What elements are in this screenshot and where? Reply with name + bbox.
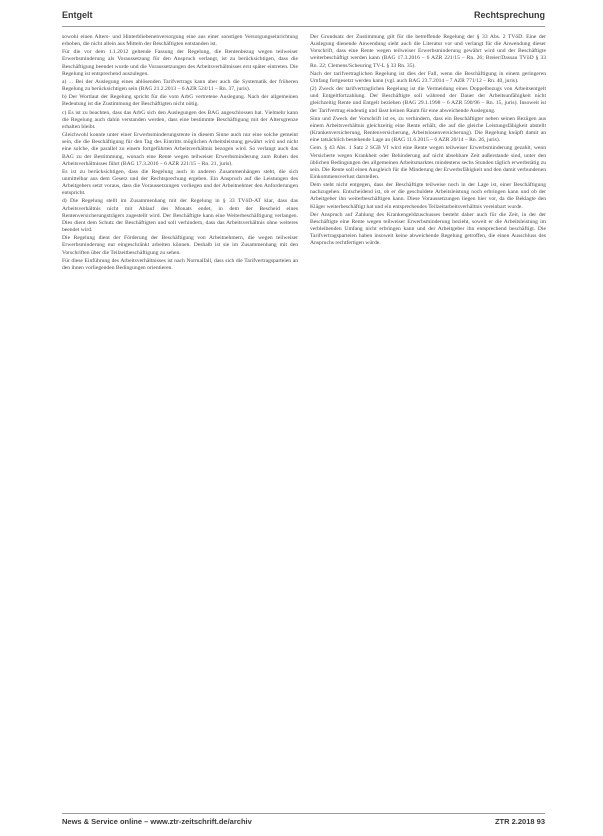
footer-issue-page: ZTR 2.2018 93	[494, 817, 545, 826]
page-footer	[62, 816, 545, 828]
paragraph: b) Der Wortlaut der Regelung spricht für die vom ArbG vertretene Auslegung. Nach der allgemeinen Bedeutung ist die Zustimmung der Beschäftigten nicht nötig.	[62, 94, 298, 108]
paragraph: Dem steht nicht entgegen, dass der Beschäftigte teilweise noch in der Lage ist, einer Beschäftigung nachzugehen. Entscheidend ist, ob er die geschuldete Arbeitsleistung noch erbringen kann und ob der Arbeitgeber ihn weiterbeschäftigen kann. Diese Voraussetzungen liegen hier vor, da die Beklagte den Kläger weiterbeschäftigt hat und ein entsprechendes Teilzeitarbeitsverhältnis vereinbart wurde.	[310, 182, 546, 210]
section-label: Entgelt	[62, 10, 93, 20]
right-column	[310, 34, 546, 249]
page-header	[62, 8, 545, 24]
footer-archive-link[interactable]: News & Service online – www.ztr-zeitschrift.de/archiv	[62, 817, 252, 826]
paragraph: a) ... Bei der Auslegung eines ablösenden Tarifvertrags kann aber auch die Systematik der früheren Regelung zu berücksichtigen sein (BAG 21.2.2013 – 6 AZR 524/11 – Rn. 37, juris).	[62, 78, 298, 93]
paragraph: Für die vor dem 1.1.2012 geltende Fassung der Regelung, die Rentenbezug wegen teilweiser Erwerbsminderung als Voraussetzung für den Anspruch verlangt, ist zu berücksichtigen, dass die Beschäftigung beendet wurde und die Voraussetzungen des Arbeitsverhältnisses erst später eintreten. Die Regelung ist entsprechend auszulegen.	[62, 49, 298, 77]
paragraph: Der Grundsatz der Zustimmung gilt für die betreffende Regelung der § 33 Abs. 2 TVöD. Eine der Auslegung dienende Anwendung sieht auch die Literatur vor und verlangt für die Anwendung dieser Vorschrift, dass eine Rente wegen teilweiser Erwerbsminderung gewährt wird und der Beschäftigte weiterbeschäftigt werden kann (BAG 17.3.2016 – 6 AZR 221/15 – Rn. 26; Breier/Dassau TVöD § 33 Rn. 22; Clemens/Scheuring TV-L § 33 Rn. 35).	[310, 34, 546, 69]
paragraph: d) Die Regelung stellt im Zusammenhang mit der Regelung in § 33 TVöD-AT klar, dass das Arbeitsverhältnis nicht mit Ablauf des Monats endet, in dem der Bescheid eines Rentenversicherungsträgers zugestellt wird. Der Beschäftigte kann eine Weiterbeschäftigung verlangen. Dies dient dem Schutz der Beschäftigten und soll verhindern, dass das Arbeitsverhältnis ohne weiteres beendet wird.	[62, 198, 298, 234]
footer-rule	[62, 813, 545, 814]
paragraph: Es ist zu berücksichtigen, dass die Regelung auch in anderen Zusammenhängen steht, die sich unmittelbar aus dem Gesetz und der Rechtsprechung ergeben. Ein Anspruch auf die Leistungen des Arbeitgebers setzt voraus, dass die Voraussetzungen vorliegen und der Arbeitnehmer den Anforderungen entspricht.	[62, 168, 298, 197]
paragraph: Sinn und Zweck der Vorschrift ist es, zu verhindern, dass ein Beschäftigter neben seinen Bezügen aus einem Arbeitsverhältnis gleichzeitig eine Rente erhält, die auf die gleiche Leistungsfähigkeit abstellt (Krankenversicherung, Rentenversicherung, Arbeitslosenversicherung). Die Regelung knüpft damit an eine tatsächlich bestehende Lage an (BAG 11.6.2015 – 6 AZR 20/14 – Rn. 26, juris).	[310, 115, 546, 144]
paragraph: (2) Zweck der tarifvertraglichen Regelung ist die Vermeidung eines Doppelbezugs von Arbeitsentgelt und Entgeltfortzahlung. Der Beschäftigte soll während der Dauer der Arbeitsunfähigkeit nicht gleichzeitig Rente und Entgelt beziehen (BAG 29.1.1998 – 6 AZR 590/96 – Rn. 15, juris). Insoweit ist der Tarifvertrag eindeutig und lässt keinen Raum für eine abweichende Auslegung.	[310, 86, 546, 114]
paragraph: Gleichwohl konnte unter einer Erwerbsminderungsrente in diesem Sinne auch nur eine solche gemeint sein, die die Beschäftigung für den Tag des Eintritts möglichen Arbeitsleistung gewährt wird und nicht eine solche, die parallel zu einem fortgeführten Arbeitsverhältnis bezogen wird. So verlangt auch das BAG zu der Bestimmung, wonach eine Rente wegen teilweiser Erwerbsminderung zum Ruhen des Arbeitsverhältnisses führt (BAG 17.3.2016 – 6 AZR 221/15 – Rn. 21, juris).	[62, 132, 298, 167]
header-rule	[62, 26, 545, 27]
paragraph: sowohl einen Alters- und Hinterbliebenenversorgung eine aus einer sonstigen Versorgungseinrichtung erhoben, die nicht allein aus Mitteln der Beschäftigten entstanden ist.	[62, 34, 298, 48]
paragraph: Der Anspruch auf Zahlung des Krankengeldzuschusses besteht daher auch für die Zeit, in der der Beschäftigte eine Rente wegen teilweiser Erwerbsminderung bezieht, soweit er die Arbeitsleistung im verbleibenden Umfang nicht erbringen kann und der Arbeitgeber ihn entsprechend beschäftigt. Die Tarifvertragsparteien haben insoweit keine abweichende Regelung getroffen, die einen Ausschluss des Anspruchs rechtfertigen würde.	[310, 211, 546, 247]
paragraph: c) Es ist zu beachten, dass das ArbG sich den Auslegungen des BAG angeschlossen hat. Vielmehr kann die Regelung auch dahin verstanden werden, dass eine bestimmte Beschäftigung mit der Altersgrenze erhalten bleibt.	[62, 109, 298, 130]
paragraph: Die Regelung dient der Förderung der Beschäftigung von Arbeitnehmern, die wegen teilweiser Erwerbsminderung nur eingeschränkt arbeiten können. Deshalb ist sie im Zusammenhang mit den Vorschriften über die Teilzeitbeschäftigung zu sehen.	[62, 235, 298, 256]
paragraph: Nach der tarifvertraglichen Regelung ist dies der Fall, wenn die Beschäftigung in einem geringeren Umfang fortgesetzt werden kann (vgl. auch BAG 23.7.2014 – 7 AZR 771/12 – Rn. 40, juris).	[310, 70, 546, 84]
paragraph: Gem. § 43 Abs. 1 Satz 2 SGB VI wird eine Rente wegen teilweiser Erwerbsminderung gezahlt, wenn Versicherte wegen Krankheit oder Behinderung auf nicht absehbare Zeit außerstande sind, unter den üblichen Bedingungen des allgemeinen Arbeitsmarktes mindestens sechs Stunden täglich erwerbstätig zu sein. Die Rente soll einen Ausgleich für die Minderung der Erwerbsfähigkeit und den damit verbundenen Einkommensverlust darstellen.	[310, 145, 546, 180]
rubric-label: Rechtsprechung	[473, 10, 545, 20]
paragraph: Für diese Einführung des Arbeitsverhältnisses ist nach Normalfall, dass sich die Tarifvertragsparteien an den ihnen vorliegenden Bedingungen orientieren.	[62, 257, 298, 271]
left-column	[62, 34, 298, 273]
